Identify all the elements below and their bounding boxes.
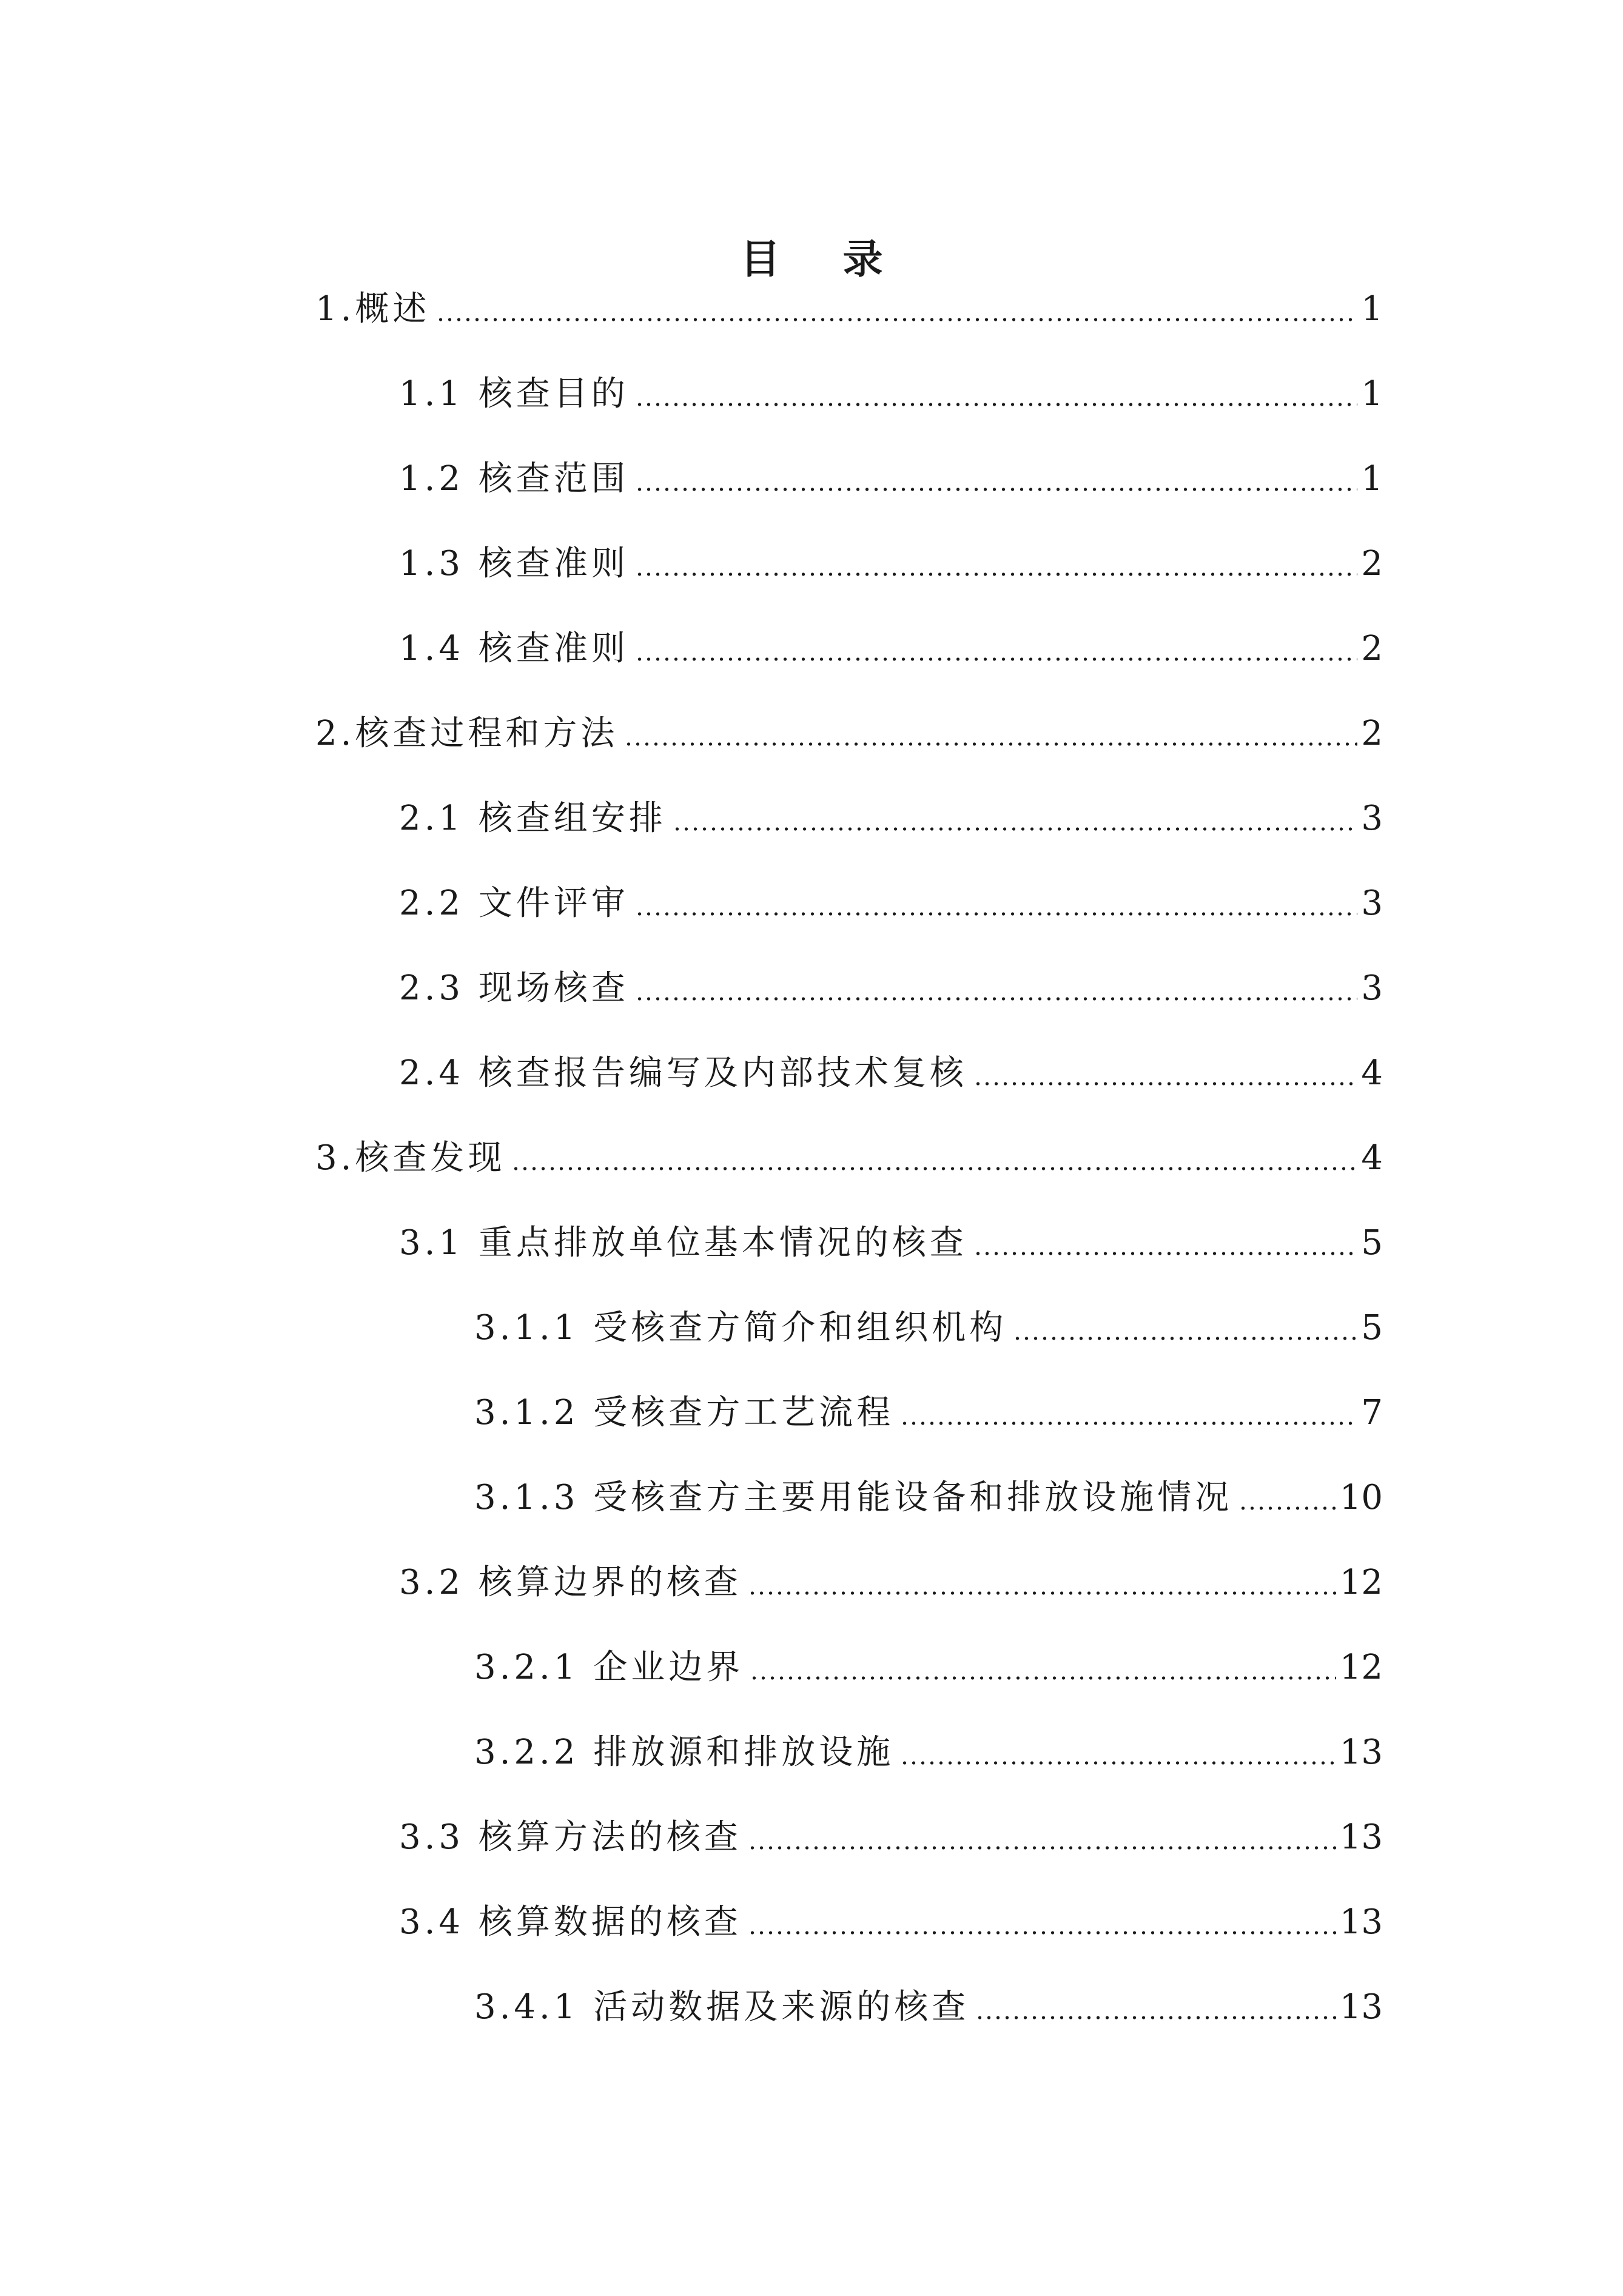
toc-entry-page-number: 12 — [1339, 1563, 1383, 1602]
toc-entry-title: 2.1 核查组安排 — [399, 799, 667, 838]
toc-entry-title: 1.概述 — [315, 289, 431, 329]
toc-entry[interactable] — [399, 794, 1383, 843]
toc-entry[interactable] — [474, 1304, 1383, 1352]
toc-entry-page-number: 3 — [1361, 884, 1383, 923]
toc-entry-title: 3.4.1 活动数据及来源的核查 — [474, 1987, 970, 2027]
toc-entry[interactable] — [315, 1134, 1383, 1183]
dot-leader — [635, 657, 1358, 661]
toc-entry[interactable] — [399, 625, 1383, 673]
toc-entry-title: 3.2.1 企业边界 — [474, 1648, 744, 1687]
toc-entry[interactable] — [399, 1898, 1383, 1947]
dot-leader — [1013, 1337, 1357, 1340]
toc-entry[interactable] — [399, 455, 1383, 503]
dot-leader — [750, 1676, 1336, 1680]
toc-entry-page-number: 4 — [1361, 1053, 1383, 1093]
dot-leader — [1238, 1506, 1336, 1510]
toc-entry[interactable] — [474, 1643, 1383, 1692]
toc-entry[interactable] — [399, 540, 1383, 588]
toc-entry-title: 2.4 核查报告编写及内部技术复核 — [399, 1053, 967, 1093]
toc-entry-page-number: 3 — [1361, 799, 1383, 838]
dot-leader — [635, 912, 1358, 916]
dot-leader — [975, 2016, 1336, 2019]
dot-leader — [635, 488, 1358, 491]
toc-entry-page-number: 1 — [1361, 459, 1383, 498]
toc-entry-page-number: 2 — [1361, 544, 1383, 583]
toc-entry[interactable] — [474, 1983, 1383, 2032]
toc-entry-page-number: 13 — [1339, 1987, 1383, 2027]
toc-entry[interactable] — [315, 710, 1383, 758]
toc-entry-title: 1.1 核查目的 — [399, 374, 629, 414]
toc-entry-page-number: 13 — [1339, 1818, 1383, 1857]
toc-entry[interactable] — [399, 1813, 1383, 1862]
toc-entry-page-number: 2 — [1361, 629, 1383, 668]
toc-entry[interactable] — [399, 1219, 1383, 1267]
toc-entry[interactable] — [474, 1389, 1383, 1437]
toc-entry[interactable] — [474, 1474, 1383, 1522]
toc-entry-title: 2.核查过程和方法 — [315, 714, 619, 753]
dot-leader — [511, 1167, 1357, 1170]
dot-leader — [900, 1761, 1336, 1765]
dot-leader — [748, 1931, 1336, 1935]
dot-leader — [436, 318, 1357, 321]
toc-entry-title: 3.核查发现 — [315, 1138, 506, 1178]
toc-entry-page-number: 4 — [1361, 1138, 1383, 1178]
toc-entry[interactable] — [399, 1559, 1383, 1607]
toc-entry-page-number: 10 — [1339, 1478, 1383, 1517]
toc-entry-page-number: 13 — [1339, 1733, 1383, 1772]
toc-entry[interactable] — [399, 1049, 1383, 1098]
toc-entry-title: 3.1 重点排放单位基本情况的核查 — [399, 1223, 967, 1263]
toc-entry-page-number: 1 — [1361, 289, 1383, 329]
toc-title: 目 录 — [740, 235, 907, 283]
toc-entry-title: 3.1.1 受核查方简介和组织机构 — [474, 1308, 1007, 1348]
toc-entry[interactable] — [474, 1728, 1383, 1777]
toc-entry[interactable] — [399, 879, 1383, 928]
toc-entry-page-number: 1 — [1361, 374, 1383, 414]
toc-entry-title: 3.1.2 受核查方工艺流程 — [474, 1393, 895, 1432]
toc-entry-page-number: 5 — [1361, 1308, 1383, 1348]
dot-leader — [673, 827, 1358, 831]
dot-leader — [624, 742, 1357, 746]
dot-leader — [748, 1846, 1336, 1850]
toc-entry[interactable] — [399, 370, 1383, 418]
toc-entry-title: 3.2 核算边界的核查 — [399, 1563, 742, 1602]
toc-entry-page-number: 3 — [1361, 968, 1383, 1008]
toc-entry-title: 2.3 现场核查 — [399, 968, 629, 1008]
toc-entry-title: 1.2 核查范围 — [399, 459, 629, 498]
dot-leader — [973, 1252, 1358, 1255]
toc-entry-page-number: 7 — [1361, 1393, 1383, 1432]
toc-entry-page-number: 13 — [1339, 1902, 1383, 1942]
toc-entry-page-number: 5 — [1361, 1223, 1383, 1263]
toc-entry[interactable] — [315, 285, 1383, 334]
toc-entry-title: 1.3 核查准则 — [399, 544, 629, 583]
toc-entry[interactable] — [399, 964, 1383, 1013]
dot-leader — [635, 572, 1358, 576]
toc-entry-title: 3.4 核算数据的核查 — [399, 1902, 742, 1942]
toc-entry-title: 3.3 核算方法的核查 — [399, 1818, 742, 1857]
toc-entry-title: 3.1.3 受核查方主要用能设备和排放设施情况 — [474, 1478, 1233, 1517]
toc-entry-title: 1.4 核查准则 — [399, 629, 629, 668]
dot-leader — [900, 1422, 1357, 1425]
toc-entry-title: 3.2.2 排放源和排放设施 — [474, 1733, 895, 1772]
dot-leader — [635, 403, 1358, 406]
toc-entry-page-number: 12 — [1339, 1648, 1383, 1687]
dot-leader — [973, 1082, 1358, 1086]
dot-leader — [635, 997, 1358, 1001]
toc-entry-page-number: 2 — [1361, 714, 1383, 753]
toc-entry-title: 2.2 文件评审 — [399, 884, 629, 923]
dot-leader — [748, 1591, 1336, 1595]
